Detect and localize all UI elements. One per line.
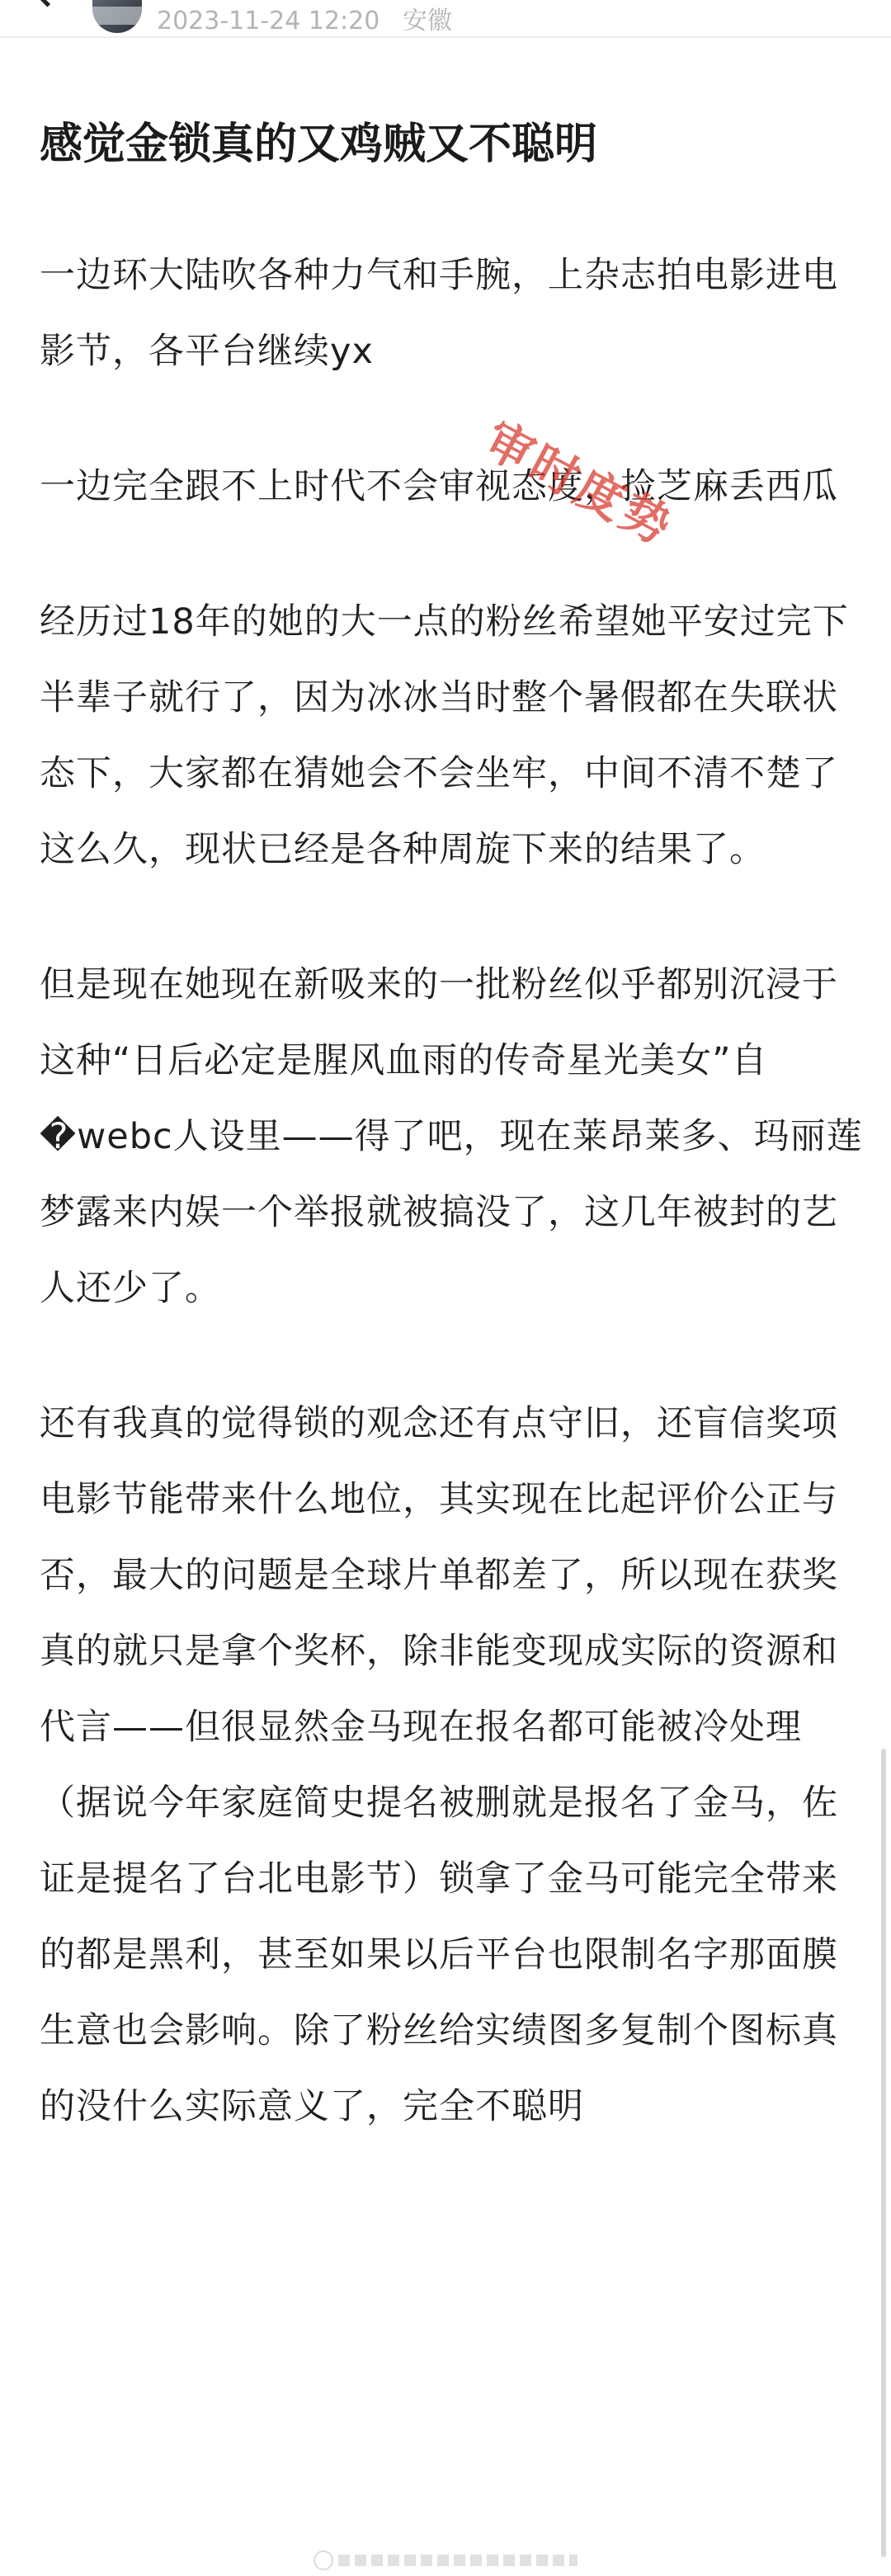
scrollbar[interactable] xyxy=(881,1749,886,2557)
watermark-text-redacted xyxy=(338,2555,578,2566)
avatar[interactable] xyxy=(92,0,142,33)
paragraph-5: 还有我真的觉得锁的观念还有点守旧，还盲信奖项电影节能带来什么地位，其实现在比起评价公正与否，最大的问题是全球片单都差了，所以现在获奖真的就只是拿个奖杯，除非能变现成实际的资源和代言——但很显然金马现在报名都可能被冷处理（据说今年家庭简史提名被删就是报名了金马，佐证是提名了台北电影节）锁拿了金马可能完全带来的都是黑利，甚至如果以后平台也限制名字那面膜生意也会影响。除了粉丝给实绩图多复制个图标真的没什么实际意义了，完全不聪明 xyxy=(40,1403,838,2127)
handwritten-annotation: 审时度势 xyxy=(475,411,683,557)
paragraph-1: 一边环大陆吹各种力气和手腕，上杂志拍电影进电影节，各平台继续yx xyxy=(40,255,838,372)
post-timestamp: 2023-11-24 12:20 xyxy=(157,7,380,35)
watermark xyxy=(314,2550,578,2570)
back-arrow-icon[interactable] xyxy=(31,0,63,7)
post-title: 感觉金锁真的又鸡贼又不聪明 xyxy=(40,120,598,169)
paragraph-2: 一边完全跟不上时代不会审视态度，捡芝麻丢西瓜 xyxy=(40,466,838,507)
post-body xyxy=(40,238,865,2145)
paragraph-3: 经历过18年的她的大一点的粉丝希望她平安过完下半辈子就行了，因为冰冰当时整个暑假都在失联状态下，大家都在猜她会不会坐牢，中间不清不楚了这么久，现状已经是各种周旋下来的结果了。 xyxy=(40,601,849,870)
paragraph-4: 但是现在她现在新吸来的一批粉丝似乎都别沉浸于这种“日后必定是腥风血雨的传奇星光美女”自�webc人设里——得了吧，现在莱昂莱多、玛丽莲梦露来内娱一个举报就被搞没了，这几年被封的艺人还少了。 xyxy=(40,964,863,1309)
top-bar xyxy=(0,0,891,38)
post-location: 安徽 xyxy=(402,7,452,35)
watermark-icon xyxy=(314,2550,333,2570)
post-meta xyxy=(157,8,467,35)
